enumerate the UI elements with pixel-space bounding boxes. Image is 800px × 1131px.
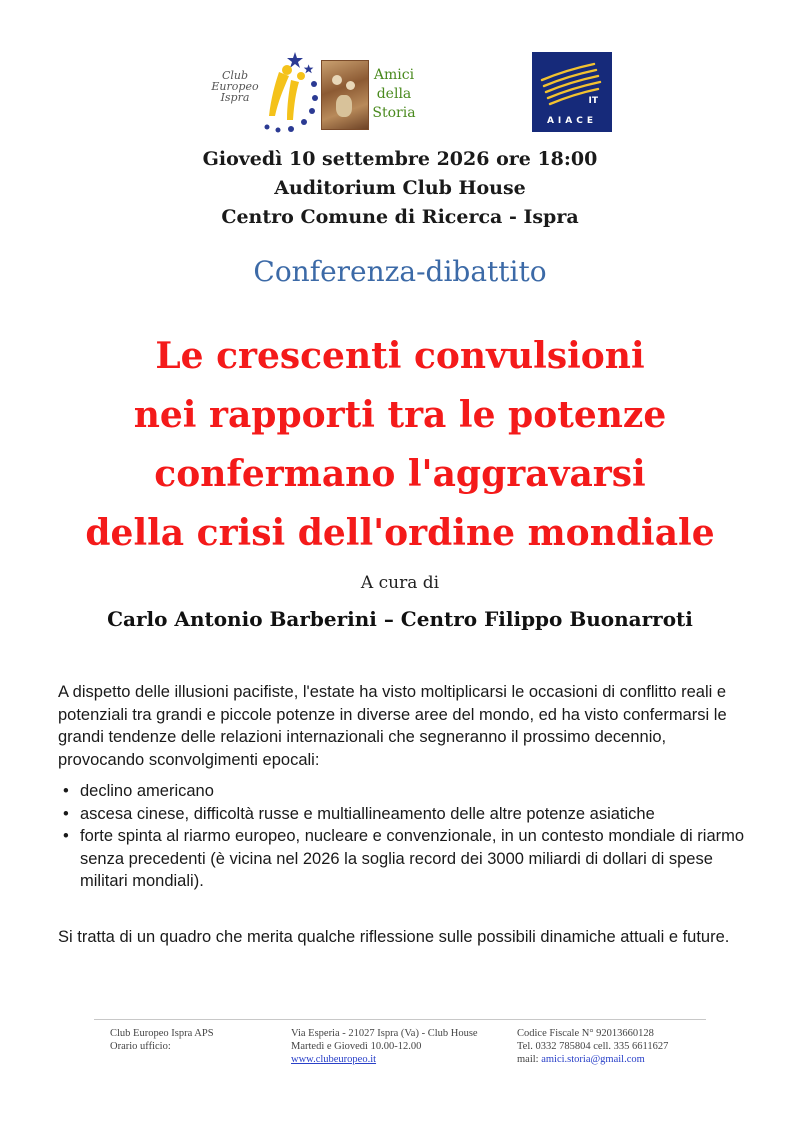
footer-address [291,1027,478,1066]
aiace-it-label: IT [588,96,598,106]
footer-office-hours-label: Orario ufficio: [110,1041,171,1052]
trend-bullet-list [58,780,748,893]
amici-logo-text [372,66,416,123]
aiace-name-label: AIACE [546,116,598,126]
curator-name: Carlo Antonio Barberini – Centro Filippo Buonarroti [107,607,693,631]
della-word: della [376,86,412,102]
footer-mail-label: mail: [517,1054,542,1065]
bullet-dot-icon: • [63,827,69,845]
event-location: Centro Comune di Ricerca - Ispra [221,206,579,228]
conference-title-line: nei rapporti tra le potenze [133,394,667,436]
bullet-text: declino americano [80,782,214,800]
event-datetime: Giovedì 10 settembre 2026 ore 18:00 [202,148,598,170]
footer-divider [94,1019,706,1020]
email-link[interactable]: amici.storia@gmail.com [541,1054,645,1065]
closing-paragraph: Si tratta di un quadro che merita qualche riflessione sulle possibili dinamiche attuali e future. [58,928,730,946]
bullet-item [58,803,748,826]
amici-word: Amici [373,67,415,83]
conference-title-line: Le crescenti convulsioni [155,335,645,377]
amici-painting-image [321,60,369,130]
aiace-logo [532,52,612,132]
footer-address-line: Via Esperia - 21027 Ispra (Va) - Club House [291,1028,478,1039]
bullet-text: forte spinta al riarmo europeo, nucleare e convenzionale, in un contesto mondiale di riarmo senza precedenti (è vicina nel 2026 la soglia record dei 3000 miliardi di dollari di spese militari mondiali). [80,827,745,890]
storia-word: Storia [372,105,416,121]
europeo-word: Europeo [211,80,259,93]
club-europeo-ispra-logo [203,50,318,135]
conference-title-line: della crisi dell'ordine mondiale [85,512,715,554]
footer-phone: Tel. 0332 785804 cell. 335 6611627 [517,1041,669,1052]
club-europeo-logo-text [205,70,265,103]
bullet-dot-icon: • [63,782,69,800]
curator-label: A cura di [360,573,440,593]
bullet-dot-icon: • [63,804,69,823]
footer-org-name: Club Europeo Ispra APS [110,1028,214,1039]
bullet-text: ascesa cinese, difficoltà russe e multiallineamento delle altre potenze asiatiche [80,804,655,823]
event-type-subtitle: Conferenza-dibattito [253,255,547,288]
footer-office-hours: Martedì e Giovedì 10.00-12.00 [291,1041,422,1052]
website-link[interactable]: www.clubeuropeo.it [291,1054,377,1065]
conference-title-line: confermano l'aggravarsi [154,453,646,495]
intro-paragraph: A dispetto delle illusioni pacifiste, l'estate ha visto moltiplicarsi le occasioni di conflitto reali e potenziali tra grandi e piccole potenze in diverse aree del mondo, ed ha visto confermarsi le grandi tendenze delle relazioni internazionali che segneranno il prossimo decennio, provocando sconvolgimenti epocali: [58,683,727,769]
amici-della-storia-logo [321,60,416,128]
ispra-word: Ispra [220,91,250,104]
footer-tax-code: Codice Fiscale N° 92013660128 [517,1028,654,1039]
bullet-item [58,825,748,893]
footer-organization [110,1027,214,1053]
footer-contacts [517,1027,668,1066]
bullet-item [58,780,748,803]
club-word: Club [221,69,249,82]
conference-title [0,327,800,563]
event-venue: Auditorium Club House [274,177,526,199]
